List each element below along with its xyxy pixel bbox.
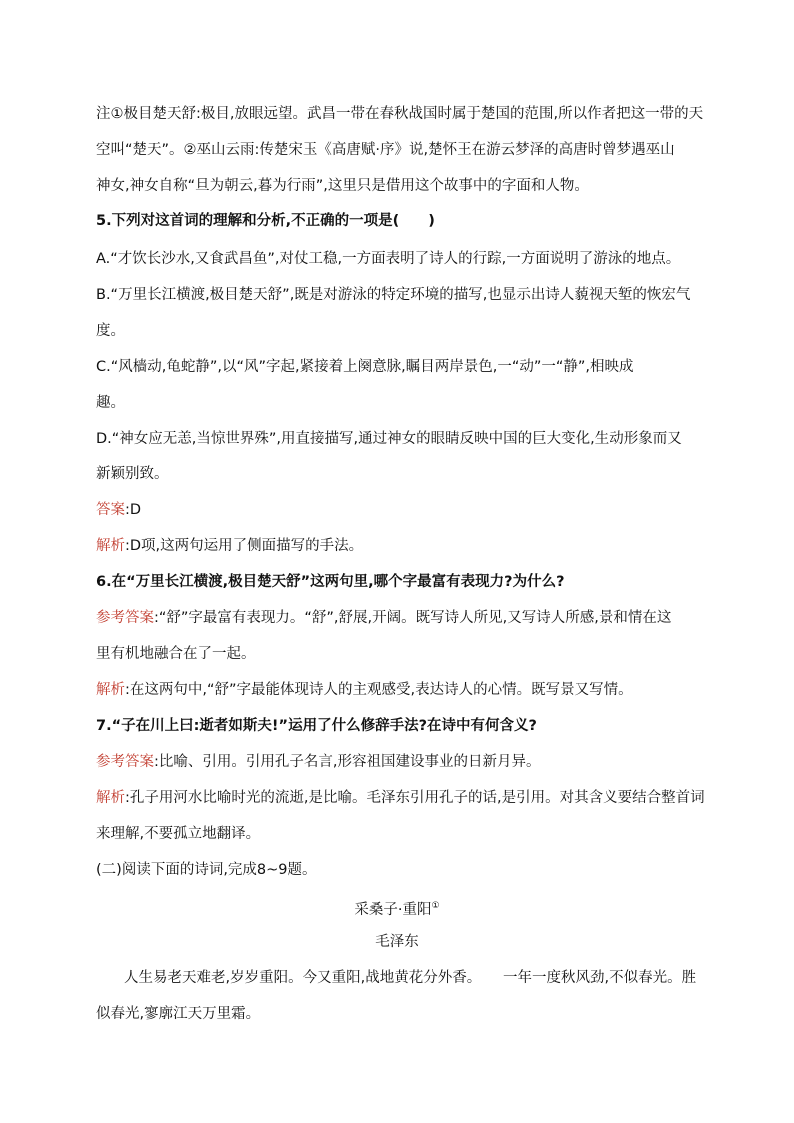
analysis-value: :D项,这两句运用了侧面描写的手法。 — [125, 538, 364, 554]
question-5-answer — [96, 500, 141, 520]
question-5-option-d: D.“神女应无恙,当惊世界殊”,用直接描写,通过神女的眼睛反映中国的巨大变化,生动形象而又 — [96, 431, 682, 447]
analysis-value: :在这两句中,“舒”字最能体现诗人的主观感受,表达诗人的心情。既写景又写情。 — [125, 682, 633, 698]
question-5-option-b-cont: 度。 — [96, 323, 125, 339]
poem-author: 毛泽东 — [375, 934, 419, 950]
question-5-analysis — [96, 536, 363, 556]
question-6-reference-answer-cont: 里有机地融合在了一起。 — [96, 646, 256, 662]
question-7-stem: 7.“子在川上曰:逝者如斯夫!”运用了什么修辞手法?在诗中有何含义? — [96, 718, 537, 734]
poem-line-1: 人生易老天难老,岁岁重阳。今又重阳,战地黄花分外香。 一年一度秋风劲,不似春光。胜 — [124, 970, 697, 986]
question-6-stem: 6.在“万里长江横渡,极目楚天舒”这两句里,哪个字最富有表现力?为什么? — [96, 574, 565, 590]
answer-label: 答案 — [96, 502, 125, 518]
question-5-option-d-cont: 新颖别致。 — [96, 466, 169, 482]
note-line-2: 空叫“楚天”。②巫山云雨:传楚宋玉《高唐赋·序》说,楚怀王在游云梦泽的高唐时曾梦遇巫山 — [96, 142, 675, 158]
reference-answer-label: 参考答案 — [96, 610, 154, 626]
reference-answer-value: :“舒”字最富有表现力。“舒”,舒展,开阔。既写诗人所见,又写诗人所感,景和情在这 — [154, 610, 672, 626]
note-line-1: 注①极目楚天舒:极目,放眼远望。武昌一带在春秋战国时属于楚国的范围,所以作者把这一带的天 — [96, 106, 704, 122]
question-5-option-a: A.“才饮长沙水,又食武昌鱼”,对仗工稳,一方面表明了诗人的行踪,一方面说明了游泳的地点。 — [96, 251, 681, 267]
analysis-label: 解析 — [96, 790, 125, 806]
poem-line-2: 似春光,寥廓江天万里霜。 — [96, 1006, 261, 1022]
reference-answer-label: 参考答案 — [96, 754, 154, 770]
poem-title: 采桑子·重阳① — [354, 901, 440, 918]
question-6-reference-answer — [96, 608, 671, 628]
question-6-analysis — [96, 680, 633, 700]
question-5-option-c-cont: 趣。 — [96, 395, 125, 411]
question-7-reference-answer — [96, 752, 541, 772]
question-5-stem: 5.下列对这首词的理解和分析,不正确的一项是( ) — [96, 213, 435, 229]
question-7-analysis-cont: 来理解,不要孤立地翻译。 — [96, 826, 261, 842]
answer-value: :D — [125, 502, 142, 518]
question-5-option-c: C.“风樯动,龟蛇静”,以“风”字起,紧接着上阕意脉,瞩目两岸景色,一“动”一“静”,相映成 — [96, 359, 634, 375]
analysis-label: 解析 — [96, 682, 125, 698]
question-7-analysis — [96, 788, 705, 808]
analysis-label: 解析 — [96, 538, 125, 554]
note-line-3: 神女,神女自称“旦为朝云,暮为行雨”,这里只是借用这个故事中的字面和人物。 — [96, 178, 589, 194]
footnote-mark: ① — [431, 901, 440, 911]
section-2-intro: (二)阅读下面的诗词,完成8~9题。 — [96, 862, 317, 878]
reference-answer-value: :比喻、引用。引用孔子名言,形容祖国建设事业的日新月异。 — [154, 754, 541, 770]
analysis-value: :孔子用河水比喻时光的流逝,是比喻。毛泽东引用孔子的话,是引用。对其含义要结合整首词 — [125, 790, 705, 806]
question-5-option-b: B.“万里长江横渡,极目楚天舒”,既是对游泳的特定环境的描写,也显示出诗人藐视天堑的恢宏气 — [96, 287, 691, 303]
